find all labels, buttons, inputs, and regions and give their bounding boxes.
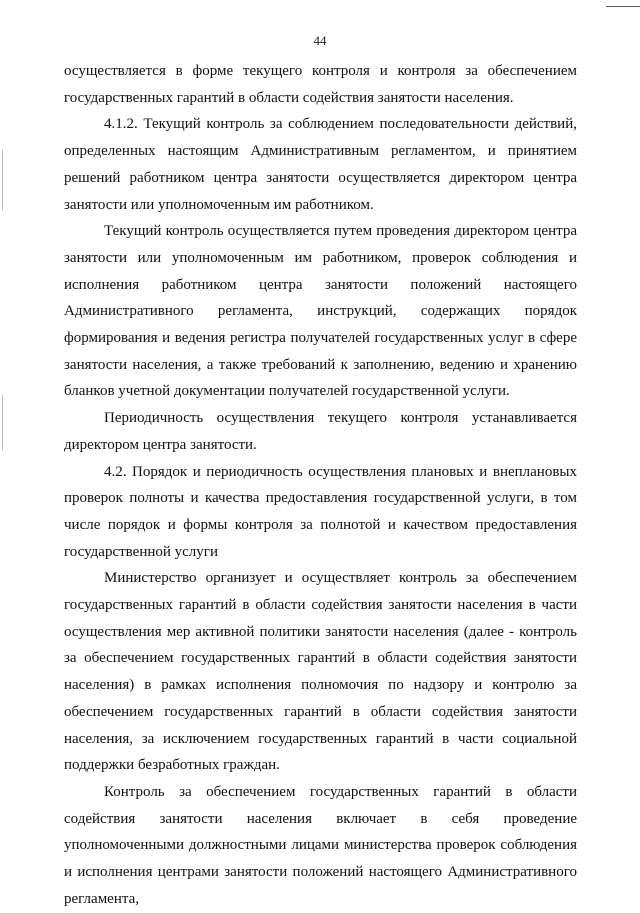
paragraph-ministry-control: Министерство организует и осуществляет контроль за обеспечением государственных гарантий в области содействия занятости населения в части осуществления мер активной политики занятости населения (далее - контроль за обеспечением государственных гарантий в области содействия занятости населения) в рамках исполнения полномочия по надзору и контролю за обеспечением государственных гарантий в области содействия занятости населения, за исключением государственных гарантий в части социальной поддержки безработных граждан. bbox=[64, 570, 577, 774]
page-number: 44 bbox=[313, 33, 327, 48]
paragraph-4-1-2: 4.1.2. Текущий контроль за соблюдением последовательности действий, определенных настоящим Административным регламентом, и принятием решений работником центра занятости осуществляется директором центра занятости или уполномоченным им работником. bbox=[64, 116, 577, 213]
scan-margin-mark bbox=[2, 395, 3, 450]
paragraph-current-control: Текущий контроль осуществляется путем проведения директором центра занятости или уполномоченным им работником, проверок соблюдения и исполнения работником центра занятости положений настоящего Административного регламента, инструкций, содержащих порядок формирования и ведения регистра получателей государственных услуг в сфере занятости населения, а также требований к заполнению, ведению и хранению бланков учетной документации получателей государственной услуги. bbox=[64, 223, 577, 400]
paragraph-continuation: осуществляется в форме текущего контроля и контроля за обеспечением государственных гарантий в области содействия занятости населения. bbox=[64, 63, 577, 106]
body-text bbox=[64, 58, 577, 913]
scan-margin-mark bbox=[2, 150, 3, 210]
scan-edge-line bbox=[606, 6, 640, 7]
paragraph-periodicity: Периодичность осуществления текущего контроля устанавливается директором центра занятости. bbox=[64, 410, 577, 453]
paragraph-control-includes: Контроль за обеспечением государственных гарантий в области содействия занятости населения включает в себя проведение уполномоченными должностными лицами министерства проверок соблюдения и исполнения центрами занятости положений настоящего Административного регламента, bbox=[64, 783, 577, 907]
section-heading-4-2: 4.2. Порядок и периодичность осуществления плановых и внеплановых проверок полноты и качества предоставления государственной услуги, в том числе порядок и формы контроля за полнотой и качеством предоставления государственной услуги bbox=[64, 463, 577, 560]
